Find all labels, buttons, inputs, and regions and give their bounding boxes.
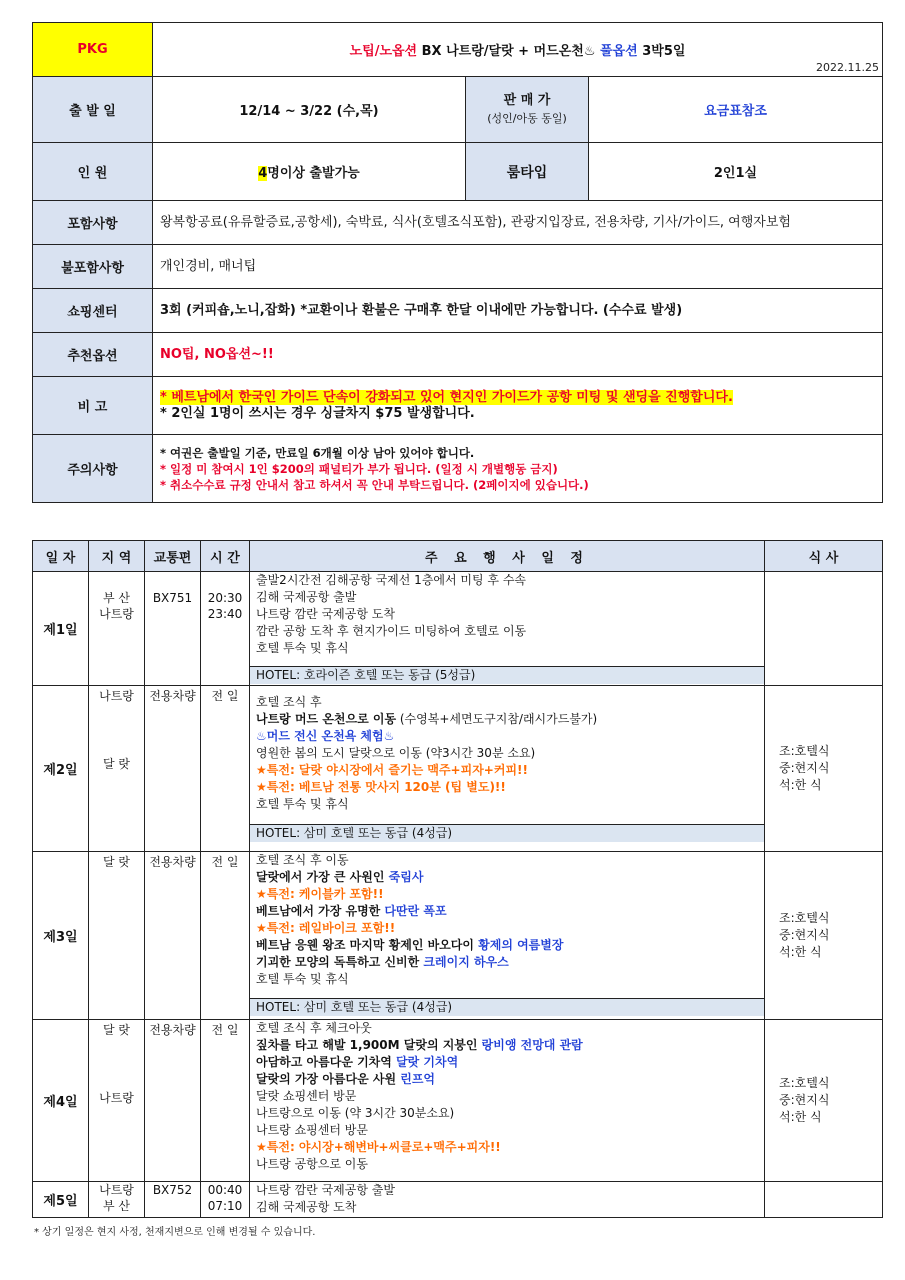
day-label: 제2일 (33, 686, 89, 852)
depart-value: 12/14 ~ 3/22 (수,목) (153, 77, 466, 143)
itinerary-table (32, 540, 883, 1218)
day-row (33, 572, 883, 686)
recommend-label: 추천옵션 (33, 333, 153, 377)
shopping-label: 쇼핑센터 (33, 289, 153, 333)
pkg-badge: PKG (33, 23, 153, 77)
people-label: 인 원 (33, 143, 153, 201)
day-time: 20:30 23:40 (201, 572, 250, 686)
day-meals: 조:호텔식 중:현지식 석:한 식 (765, 1020, 883, 1182)
title-full-option: 풀옵션 (600, 44, 638, 59)
excluded-value: 개인경비, 매너팁 (153, 245, 883, 289)
day-time: 00:40 07:10 (201, 1182, 250, 1218)
recommend-value: NO팁, NO옵션~!! (153, 333, 883, 377)
hotel-info: HOTEL: 삼미 호텔 또는 동급 (4성급) (250, 998, 764, 1016)
package-title (153, 23, 883, 77)
day-time: 전 일 (201, 852, 250, 1020)
remarks-line-2: * 2인실 1명이 쓰시는 경우 싱글차지 $75 발생합니다. (160, 405, 475, 421)
col-schedule: 주 요 행 사 일 정 (250, 541, 765, 572)
day-label: 제1일 (33, 572, 89, 686)
title-no-tip: 노팁/노옵션 (349, 44, 418, 59)
caution-value (153, 435, 883, 503)
itinerary-header-row (33, 541, 883, 572)
title-duration: 3박5일 (637, 44, 686, 59)
day-transport: 전용차량 (145, 852, 201, 1020)
included-value: 왕복항공료(유류할증료,공항세), 숙박료, 식사(호텔조식포함), 관광지입장료, 전용차량, 기사/가이드, 여행자보험 (153, 201, 883, 245)
day-meals: 조:호텔식 중:현지식 석:한 식 (765, 686, 883, 852)
day-label: 제4일 (33, 1020, 89, 1182)
hotel-info: HOTEL: 호라이즌 호텔 또는 동급 (5성급) (250, 666, 764, 684)
day-time: 전 일 (201, 686, 250, 852)
day-region: 부 산 나트랑 (89, 572, 145, 686)
day-schedule: 출발2시간전 김해공항 국제선 1층에서 미팅 후 수속 김해 국제공항 출발 나트랑 깜란 국제공항 도착 깜란 공항 도착 후 현지가이드 미팅하여 호텔로 이동 호텔 투숙 및 휴식 HOTEL: 호라이즌 호텔 또는 동급 (5성급) (250, 572, 765, 686)
day-transport: 전용차량 (145, 1020, 201, 1182)
day-schedule: 호텔 조식 후 이동 달랏에서 가장 큰 사원인 죽림사 ★특전: 케이블카 포함!! 베트남에서 가장 유명한 다딴란 폭포 ★특전: 레일바이크 포함!! 베트남 응웬 왕조 마지막 황제인 바오다이 황제의 여름별장 기괴한 모양의 독특하고 신비한 크레이지 하우스 호텔 투숙 및 휴식 HOTEL: 삼미 호텔 또는 동급 (4성급) (250, 852, 765, 1020)
caution-line-3: * 취소수수료 규정 안내서 참고 하셔서 꼭 안내 부탁드립니다. (2페이지에 있습니다.) (160, 477, 589, 492)
people-min-number: 4 (258, 166, 268, 181)
day-row (33, 1020, 883, 1182)
price-label-text: 판 매 가 (503, 92, 551, 108)
caution-line-1: * 여권은 출발일 기준, 만료일 6개월 이상 남아 있어야 합니다. (160, 445, 475, 460)
room-label: 룸타입 (466, 143, 589, 201)
day-row (33, 1182, 883, 1218)
remarks-line-1: * 베트남에서 한국인 가이드 단속이 강화되고 있어 현지인 가이드가 공항 미팅 및 샌딩을 진행합니다. (160, 389, 733, 405)
day-transport: BX752 (145, 1182, 201, 1218)
day-region: 나트랑 부 산 (89, 1182, 145, 1218)
day-row (33, 686, 883, 852)
depart-label: 출 발 일 (33, 77, 153, 143)
people-value (153, 143, 466, 201)
shopping-value: 3회 (커피숍,노니,잡화) *교환이나 환불은 구매후 한달 이내에만 가능합니다. (수수료 발생) (153, 289, 883, 333)
day-label: 제3일 (33, 852, 89, 1020)
day-schedule: 호텔 조식 후 체크아웃 짚차를 타고 해발 1,900M 달랏의 지붕인 랑비앵 전망대 관람 아담하고 아름다운 기차역 달랏 기차역 달랏의 가장 아름다운 사원 린프억 달랏 쇼핑센터 방문 나트랑으로 이동 (약 3시간 30분소요) 나트랑 쇼핑센터 방문 ★특전: 야시장+해변바+씨클로+맥주+피자!! 나트랑 공항으로 이동 (250, 1020, 765, 1182)
col-time: 시 간 (201, 541, 250, 572)
room-value: 2인1실 (589, 143, 883, 201)
caution-line-2: * 일정 미 참여시 1인 $200의 패널티가 부가 됩니다. (일정 시 개별행동 금지) (160, 461, 558, 476)
day-meals (765, 572, 883, 686)
day-schedule: 나트랑 깜란 국제공항 출발 김해 국제공항 도착 (250, 1182, 765, 1218)
price-label (466, 77, 589, 143)
remarks-value (153, 377, 883, 435)
price-value: 요금표참조 (589, 77, 883, 143)
day-meals: 조:호텔식 중:현지식 석:한 식 (765, 852, 883, 1020)
col-region: 지 역 (89, 541, 145, 572)
day-time: 전 일 (201, 1020, 250, 1182)
footnote: * 상기 일정은 현지 사정, 천재지변으로 인해 변경될 수 있습니다. (34, 1227, 316, 1238)
day-region: 나트랑 달 랏 (89, 686, 145, 852)
day-transport: BX751 (145, 572, 201, 686)
title-main: BX 나트랑/달랏 + 머드온천♨ (417, 44, 601, 59)
included-label: 포함사항 (33, 201, 153, 245)
excluded-label: 불포함사항 (33, 245, 153, 289)
caution-label: 주의사항 (33, 435, 153, 503)
price-label-sub: (성인/아동 동일) (487, 111, 567, 125)
day-schedule: 호텔 조식 후 나트랑 머드 온천으로 이동 (수영복+세면도구지참/래시가드불가) ♨머드 전신 온천욕 체험♨ 영원한 봄의 도시 달랏으로 이동 (약3시간 30분 소요) ★특전: 달랏 야시장에서 즐기는 맥주+피자+커피!! ★특전: 베트남 전통 맛사지 120분 (팁 별도)!! 호텔 투숙 및 휴식 HOTEL: 삼미 호텔 또는 동급 (4성급) (250, 686, 765, 852)
remarks-label: 비 고 (33, 377, 153, 435)
day-label: 제5일 (33, 1182, 89, 1218)
day-region: 달 랏 나트랑 (89, 1020, 145, 1182)
day-row (33, 852, 883, 1020)
col-meal: 식 사 (765, 541, 883, 572)
package-info-table (32, 22, 883, 503)
col-day: 일 자 (33, 541, 89, 572)
day-transport: 전용차량 (145, 686, 201, 852)
col-transport: 교통편 (145, 541, 201, 572)
day-region: 달 랏 (89, 852, 145, 1020)
hotel-info: HOTEL: 삼미 호텔 또는 동급 (4성급) (250, 824, 764, 842)
people-rest: 명이상 출발가능 (267, 166, 360, 181)
issue-date: 2022.11.25 (816, 61, 880, 74)
day-meals (765, 1182, 883, 1218)
